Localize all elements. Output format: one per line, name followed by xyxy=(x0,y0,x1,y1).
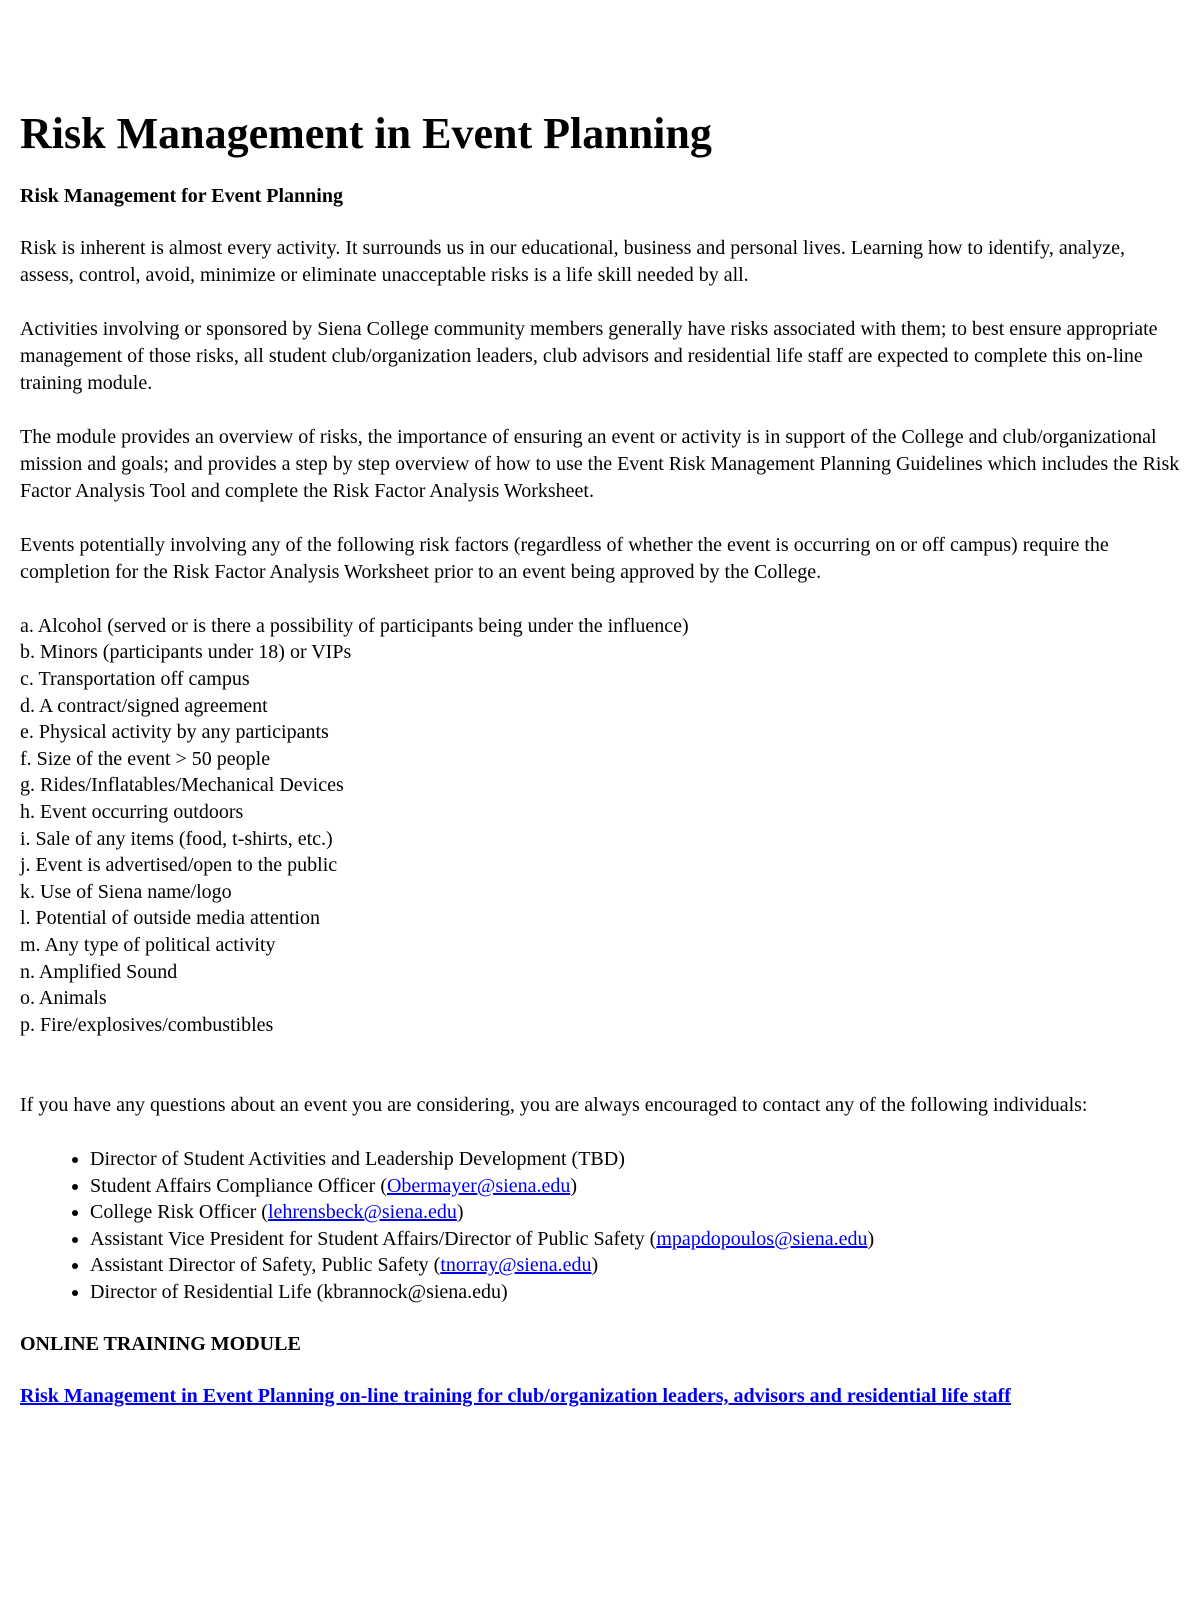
contact-email-link[interactable]: Obermayer@siena.edu xyxy=(386,1174,571,1197)
risk-factor-item: i. Sale of any items (food, t-shirts, etc.) xyxy=(20,827,333,850)
contact-item xyxy=(90,1199,1180,1226)
contact-open-paren: ( xyxy=(380,1174,387,1197)
paragraph-activities: Activities involving or sponsored by Siena College community members generally have risks associated with them; to best ensure appropriate management of those risks, all student club/organization leaders, club advisors and residential life staff are expected to complete this on-line training module. xyxy=(20,317,1158,394)
risk-factor-item: d. A contract/signed agreement xyxy=(20,694,268,717)
contact-label: Director of Residential Life (kbrannock@siena.edu) xyxy=(90,1280,508,1303)
module-heading: ONLINE TRAINING MODULE xyxy=(20,1333,301,1356)
contact-label: Assistant Director of Safety, Public Safety xyxy=(90,1254,434,1277)
risk-factor-item: k. Use of Siena name/logo xyxy=(20,880,232,903)
contact-close-paren: ) xyxy=(591,1254,599,1277)
document-body xyxy=(20,108,1180,1410)
contact-open-paren: ( xyxy=(649,1227,657,1250)
paragraph-risk-factors-intro: Events potentially involving any of the following risk factors (regardless of whether the event is occurring on or off campus) require the completion for the Risk Factor Analysis Worksheet prior to an event being approved by the College. xyxy=(20,533,1109,583)
section-subheading: Risk Management for Event Planning xyxy=(20,184,343,207)
contact-email-link[interactable]: mpapdopoulos@siena.edu xyxy=(656,1227,868,1250)
paragraph-module-overview: The module provides an overview of risks, the importance of ensuring an event or activity is in support of the College and club/organizational mission and goals; and provides a step by step overview of how to use the Event Risk Management Planning Guidelines which includes the Risk Factor Analysis Tool and complete the Risk Factor Analysis Worksheet. xyxy=(20,425,1180,502)
contact-label: Student Affairs Compliance Officer xyxy=(90,1174,381,1197)
risk-factor-item: e. Physical activity by any participants xyxy=(20,721,329,744)
risk-factor-item: p. Fire/explosives/combustibles xyxy=(20,1013,274,1036)
risk-factor-item: f. Size of the event > 50 people xyxy=(20,747,271,770)
contact-email-link[interactable]: tnorray@siena.edu xyxy=(440,1254,592,1277)
paragraph-contact-intro: If you have any questions about an event you are considering, you are always encouraged to contact any of the following individuals: xyxy=(20,1094,1088,1117)
contact-item xyxy=(90,1226,1180,1253)
risk-factor-item: c. Transportation off campus xyxy=(20,667,250,690)
contact-label: Assistant Vice President for Student Affairs/Director of Public Safety xyxy=(90,1227,650,1250)
training-module-link[interactable]: Risk Management in Event Planning on-line training for club/organization leaders, advisors and residential life staff xyxy=(20,1385,1011,1408)
risk-factor-item: g. Rides/Inflatables/Mechanical Devices xyxy=(20,774,344,797)
contact-item xyxy=(90,1146,1180,1173)
contact-close-paren: ) xyxy=(867,1227,875,1250)
contact-item xyxy=(90,1252,1180,1279)
contact-email-link[interactable]: lehrensbeck@siena.edu xyxy=(267,1201,457,1224)
risk-factor-item: o. Animals xyxy=(20,987,107,1010)
contact-close-paren: ) xyxy=(456,1201,464,1224)
contact-item xyxy=(90,1173,1180,1200)
risk-factor-item: m. Any type of political activity xyxy=(20,933,276,956)
contact-item xyxy=(90,1279,1180,1306)
risk-factor-item: b. Minors (participants under 18) or VIPs xyxy=(20,641,352,664)
page-title: Risk Management in Event Planning xyxy=(20,109,712,158)
contact-open-paren: ( xyxy=(433,1254,441,1277)
contact-label: Director of Student Activities and Leadership Development (TBD) xyxy=(90,1148,625,1171)
risk-factor-list xyxy=(20,613,1180,1039)
contact-label: College Risk Officer xyxy=(90,1201,262,1224)
risk-factor-item: n. Amplified Sound xyxy=(20,960,178,983)
paragraph-intro: Risk is inherent is almost every activity. It surrounds us in our educational, business and personal lives. Learning how to identify, analyze, assess, control, avoid, minimize or eliminate unacceptable risks is a life skill needed by all. xyxy=(20,236,1125,286)
risk-factor-item: h. Event occurring outdoors xyxy=(20,800,244,823)
contact-close-paren: ) xyxy=(570,1174,577,1197)
contact-open-paren: ( xyxy=(261,1201,268,1224)
contact-list xyxy=(20,1146,1180,1305)
risk-factor-item: l. Potential of outside media attention xyxy=(20,907,320,930)
risk-factor-item: j. Event is advertised/open to the public xyxy=(20,854,338,877)
risk-factor-item: a. Alcohol (served or is there a possibility of participants being under the influence) xyxy=(20,614,689,637)
